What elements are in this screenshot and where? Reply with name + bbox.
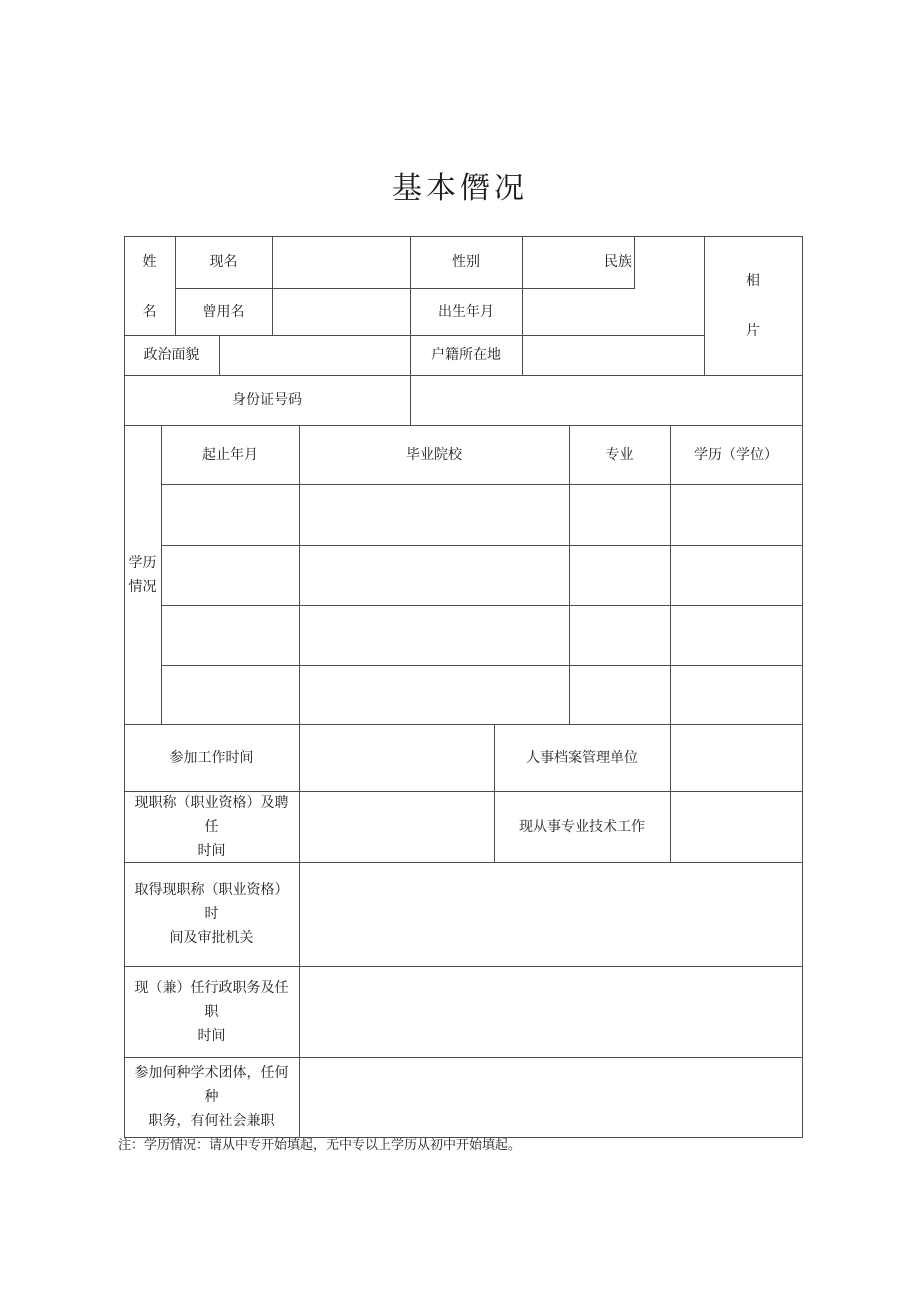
label-gender: 性别 — [452, 254, 480, 270]
label-admin-post-2: 时间 — [197, 1027, 226, 1044]
page-title: 基本僭况 — [392, 171, 528, 206]
label-xing: 姓 — [142, 254, 157, 270]
label-birth-date: 出生年月 — [438, 303, 494, 320]
label-photo-1: 相 — [746, 273, 760, 289]
label-former-name: 曾用名 — [202, 303, 245, 320]
label-title-obtained-2: 间及审批机关 — [169, 930, 254, 946]
label-title-obtained — [124, 862, 299, 966]
photo-area[interactable] — [705, 237, 802, 375]
personnel-file-unit-field[interactable] — [671, 725, 802, 791]
header-period: 起止年月 — [202, 446, 258, 463]
label-current-title — [124, 791, 299, 862]
work-start-field[interactable] — [300, 725, 494, 791]
edu-row-2[interactable] — [162, 546, 802, 605]
label-admin-post — [124, 966, 299, 1057]
political-status-field[interactable] — [220, 336, 410, 375]
former-name-field[interactable] — [273, 289, 410, 335]
label-current-title-2: 时间 — [197, 842, 226, 859]
header-degree: 学历（学位） — [694, 446, 778, 463]
label-title-obtained-1: 取得现职称（职业资格）时 — [134, 882, 289, 922]
academic-groups-field[interactable] — [300, 1058, 802, 1137]
label-ming: 名 — [142, 303, 157, 320]
label-current-work: 现从事专业技术工作 — [519, 818, 645, 835]
label-admin-post-1: 现（兼）任行政职务及任职 — [134, 979, 289, 1020]
footnote: 注：学历情况：请从中专开始填起，无中专以上学历从初中开始填起。 — [118, 1138, 522, 1153]
edu-row-3[interactable] — [162, 606, 802, 665]
header-major: 专业 — [605, 446, 634, 463]
current-title-field[interactable] — [300, 792, 494, 862]
current-work-field[interactable] — [671, 792, 802, 862]
label-academic-groups-2: 职务，有何社会兼职 — [148, 1113, 275, 1129]
title-obtained-field[interactable] — [300, 863, 802, 966]
birth-date-field[interactable] — [523, 289, 704, 335]
edu-row-4[interactable] — [162, 666, 802, 724]
label-academic-groups-1: 参加何种学术团体，任何种 — [134, 1065, 289, 1105]
label-education-1: 学历 — [128, 554, 157, 571]
household-registration-field[interactable] — [523, 336, 704, 375]
label-household-registration: 户籍所在地 — [431, 347, 501, 363]
label-political-status: 政治面貌 — [143, 347, 200, 363]
admin-post-field[interactable] — [300, 967, 802, 1057]
label-education-2: 情况 — [128, 578, 157, 595]
label-academic-groups — [124, 1057, 299, 1137]
edu-row-1[interactable] — [162, 485, 802, 545]
label-current-title-1: 现职称（职业资格）及聘任 — [134, 794, 289, 835]
current-name-field[interactable] — [273, 237, 410, 288]
gender-field[interactable] — [523, 237, 583, 288]
ethnicity-field[interactable] — [635, 237, 704, 288]
header-school: 毕业院校 — [406, 446, 462, 463]
label-work-start: 参加工作时间 — [169, 749, 254, 766]
label-ethnicity: 民族 — [604, 254, 632, 270]
label-photo-2: 片 — [746, 323, 760, 339]
label-current-name: 现名 — [209, 254, 238, 270]
table-line — [802, 236, 803, 1138]
label-personnel-file-unit: 人事档案管理单位 — [526, 749, 638, 766]
id-number-field[interactable] — [411, 376, 802, 425]
label-education-section — [124, 425, 161, 724]
label-id-number: 身份证号码 — [232, 392, 302, 408]
